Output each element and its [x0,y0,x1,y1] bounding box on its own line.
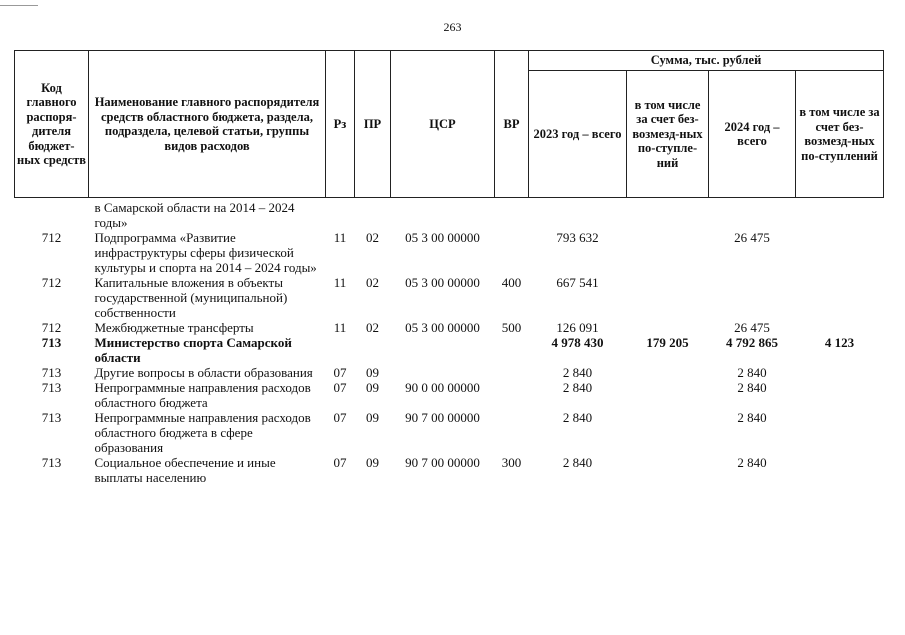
row-2024-free [796,198,884,231]
row-name: Непрограммные направления расходов областного бюджета в сфере образования [94,410,311,455]
table-row [15,455,884,485]
row-2023-free [627,455,709,485]
row-csr [391,335,495,365]
header-2024-total: 2024 год – всего [709,71,796,198]
row-2024-total: 26 475 [734,320,770,335]
row-2024-total: 2 840 [737,455,767,470]
header-name: Наименование главного распорядителя средств областного бюджета, раздела, подраздела, целевой статьи, группы видов расходов [89,51,326,198]
row-2024-total: 26 475 [734,230,770,245]
row-rz [326,198,355,231]
header-2023-free: в том числе за счет без-возмезд-ных по-ступле-ний [627,71,709,198]
row-pr: 02 [366,275,379,290]
row-2023-total: 793 632 [556,230,599,245]
row-2023-total: 2 840 [562,380,593,395]
row-2023-free [627,198,709,231]
row-code: 712 [41,275,62,290]
row-rz: 07 [333,410,347,425]
row-pr: 09 [366,365,379,380]
row-rz [326,335,355,365]
row-2023-free [627,365,709,380]
table-row [15,365,884,380]
row-vr [495,365,529,380]
row-name: Социальное обеспечение и иные выплаты населению [94,455,276,485]
row-vr [495,380,529,410]
row-name: Непрограммные направления расходов областного бюджета [94,380,311,410]
row-2024-total [709,275,796,320]
row-code: 713 [41,380,62,395]
row-name: Межбюджетные трансферты [94,320,254,335]
row-name: Министерство спорта Самарской области [94,335,292,365]
row-code [15,198,89,231]
row-code: 713 [41,335,62,350]
row-rz: 11 [333,230,347,245]
row-2024-total [709,198,796,231]
row-csr [391,365,495,380]
row-vr: 400 [501,275,522,290]
row-pr: 09 [366,455,379,470]
row-csr [391,198,495,231]
top-rule [0,5,38,6]
table-row [15,335,884,365]
row-csr: 90 0 00 00000 [405,380,480,395]
row-pr: 09 [366,410,379,425]
header-sum: Сумма, тыс. рублей [529,51,884,71]
row-csr: 05 3 00 00000 [405,320,480,335]
header-rz: Рз [326,51,355,198]
row-code: 713 [41,455,62,470]
row-rz: 11 [333,275,347,290]
row-2023-total: 667 541 [556,275,599,290]
row-pr: 02 [366,320,379,335]
header-2023-total: 2023 год – всего [529,71,627,198]
row-2023-total: 2 840 [562,455,593,470]
row-rz: 07 [333,455,347,470]
header-pr: ПР [355,51,391,198]
table-row [15,198,884,231]
row-vr [495,230,529,275]
row-2024-free [796,230,884,275]
row-csr: 05 3 00 00000 [405,275,480,290]
header-code: Код главного распоря-дителя бюджет-ных средств [15,51,89,198]
row-rz: 11 [333,320,347,335]
row-2024-free [796,365,884,380]
row-pr [355,335,391,365]
row-2023-free [627,320,709,335]
row-vr [495,410,529,455]
row-2024-total: 2 840 [737,365,767,380]
row-2023-free [627,410,709,455]
row-csr: 90 7 00 00000 [405,455,480,470]
row-csr: 05 3 00 00000 [405,230,480,245]
table-row [15,275,884,320]
row-2024-free: 4 123 [824,335,855,350]
row-vr: 500 [501,320,522,335]
row-rz: 07 [333,365,347,380]
row-pr [355,198,391,231]
row-2024-total: 2 840 [737,380,767,395]
row-vr [495,335,529,365]
row-2024-free [796,380,884,410]
table-row [15,410,884,455]
table-header [15,51,884,198]
row-2023-free [627,275,709,320]
row-code: 713 [41,365,62,380]
row-2023-free [627,380,709,410]
row-2023-total: 126 091 [556,320,599,335]
row-2023-total: 2 840 [562,410,593,425]
row-name: Другие вопросы в области образования [94,365,313,380]
row-2024-free [796,410,884,455]
row-2024-total: 2 840 [737,410,767,425]
row-pr: 02 [366,230,379,245]
header-vr: ВР [495,51,529,198]
table-row [15,230,884,275]
table-row [15,380,884,410]
row-vr: 300 [501,455,522,470]
table-body [15,198,884,486]
row-2024-total: 4 792 865 [726,335,778,350]
row-code: 713 [41,410,62,425]
header-2024-free: в том числе за счет без-возмезд-ных по-ступлений [796,71,884,198]
row-name: Подпрограмма «Развитие инфраструктуры сферы физической культуры и спорта на 2014 – 2024 годы» [94,230,317,275]
row-rz: 07 [333,380,347,395]
row-pr: 09 [366,380,379,395]
row-2023-free: 179 205 [646,335,689,350]
header-csr: ЦСР [391,51,495,198]
budget-table [14,50,884,485]
row-name: в Самарской области на 2014 – 2024 годы» [94,200,295,230]
row-2023-total: 4 978 430 [551,335,604,350]
row-name: Капитальные вложения в объекты государственной (муниципальной) собственности [94,275,288,320]
row-2023-total: 2 840 [562,365,593,380]
row-2024-free [796,455,884,485]
row-2024-free [796,320,884,335]
page-number: 263 [443,20,462,34]
row-code: 712 [41,320,62,335]
table-row [15,320,884,335]
row-2023-total [529,198,627,231]
row-2024-free [796,275,884,320]
row-csr: 90 7 00 00000 [405,410,480,425]
row-vr [495,198,529,231]
row-2023-free [627,230,709,275]
row-code: 712 [41,230,62,245]
